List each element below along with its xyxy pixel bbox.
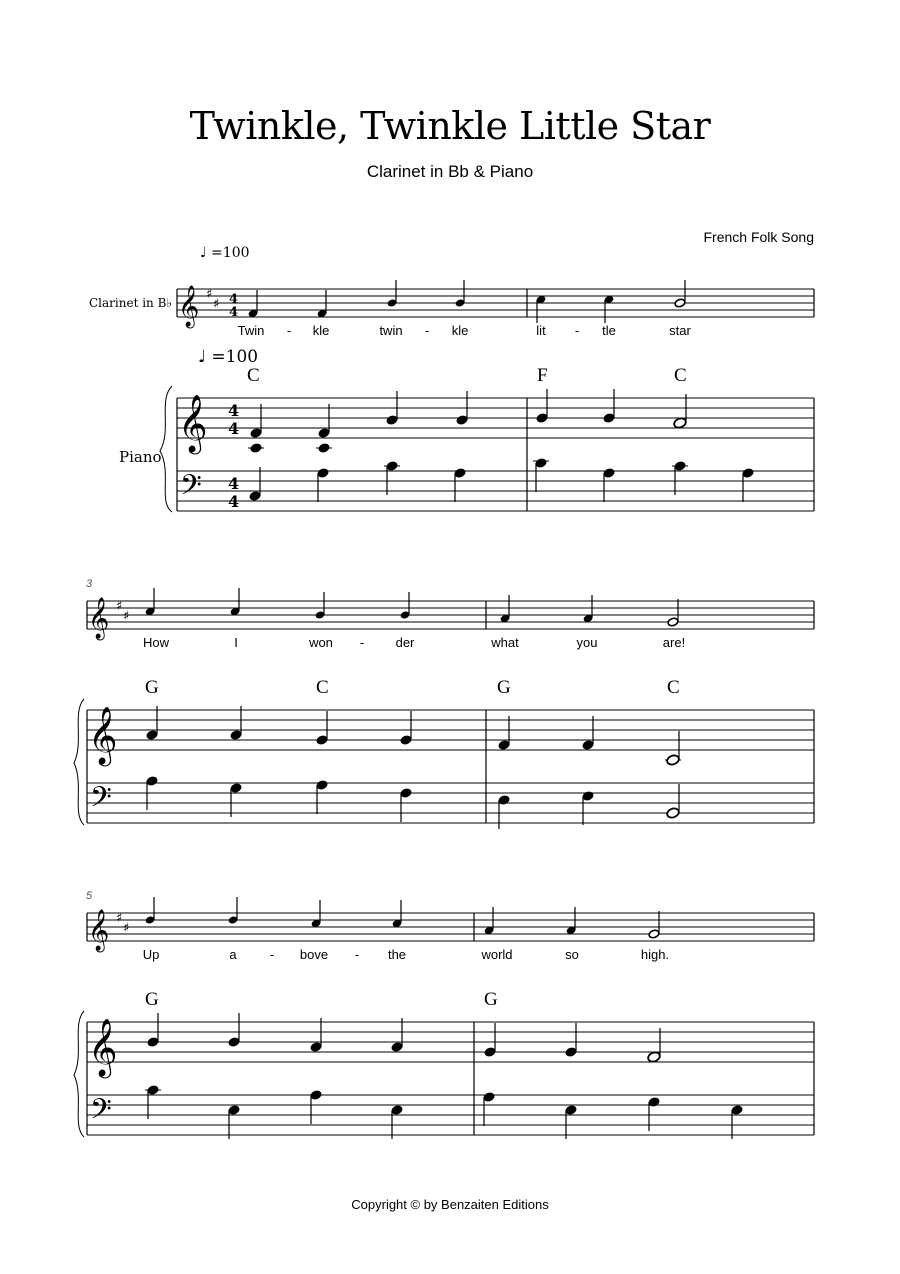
measure-number: 5 — [86, 890, 93, 902]
lyric-hyphen: - — [574, 323, 580, 338]
half-note — [674, 298, 686, 308]
lyric-syllable: what — [491, 635, 519, 650]
lyric-syllable: How — [142, 635, 170, 650]
sharp-icon: ♯ — [213, 297, 220, 312]
piano-bass-notes — [248, 457, 754, 502]
lyric-syllable: I — [234, 635, 238, 650]
chord-symbol: C — [247, 365, 260, 386]
lyric-syllable: tle — [602, 323, 616, 338]
lyric-syllable: won — [309, 635, 333, 650]
piano-bass-staff — [87, 783, 814, 823]
system-2 — [74, 578, 814, 829]
treble-clef-icon: 𝄞 — [178, 286, 200, 327]
clarinet-notes — [145, 588, 679, 627]
lyric-hyphen: - — [269, 947, 275, 962]
lyric-syllable: Up — [142, 947, 160, 962]
copyright-footer: Copyright © by Benzaiten Editions — [351, 1197, 549, 1212]
lyric-hyphen: - — [286, 323, 292, 338]
lyric-hyphen: - — [359, 635, 365, 650]
sharp-icon: ♯ — [206, 287, 213, 302]
time-signature-bottom: 4 — [228, 492, 240, 511]
treble-clef-icon: 𝄞 — [88, 910, 110, 951]
lyric-syllable: kle — [312, 323, 330, 338]
lyric-hyphen: - — [424, 323, 430, 338]
chord-symbol: G — [497, 677, 511, 698]
chord-symbol: G — [484, 989, 498, 1010]
chord-symbol: F — [537, 365, 548, 386]
lyric-syllable: world — [481, 947, 513, 962]
time-signature-bottom: 4 — [228, 419, 240, 438]
composer-credit: French Folk Song — [703, 229, 814, 245]
lyric-hyphen: - — [354, 947, 360, 962]
instrument-label-piano: Piano — [119, 448, 162, 466]
lyric-syllable: Twin — [237, 323, 265, 338]
time-signature-top: 4 — [229, 292, 239, 307]
tempo-marking-clarinet: ♩ =100 — [200, 245, 250, 261]
treble-clef-icon: 𝄞 — [88, 706, 118, 764]
time-signature-top: 4 — [228, 474, 240, 493]
lyric-syllable: you — [576, 635, 598, 650]
time-signature-top: 4 — [228, 401, 240, 420]
system-1 — [89, 245, 814, 512]
brace-icon — [160, 386, 172, 512]
bass-clef-icon: 𝄢 — [90, 781, 112, 821]
piano-bass-notes — [145, 1084, 744, 1139]
brace-icon — [74, 1011, 84, 1137]
score-title: Twinkle, Twinkle Little Star — [189, 104, 711, 148]
treble-clef-icon: 𝄞 — [88, 1018, 118, 1076]
lyric-syllable: a — [229, 947, 237, 962]
clarinet-staff — [177, 289, 814, 317]
lyrics-line-1 — [238, 323, 692, 338]
lyric-syllable: kle — [451, 323, 469, 338]
sharp-icon: ♯ — [123, 609, 130, 624]
clarinet-staff — [87, 601, 814, 629]
chord-symbol: C — [667, 677, 680, 698]
piano-treble-staff — [87, 710, 814, 823]
piano-treble-notes — [248, 389, 687, 454]
piano-treble-staff — [177, 398, 814, 511]
treble-clef-icon: 𝄞 — [178, 394, 208, 452]
instrument-label-clarinet: Clarinet in B♭ — [89, 296, 173, 310]
piano-treble-staff — [87, 1022, 814, 1135]
lyric-syllable: lit — [536, 323, 546, 338]
lyric-syllable: high. — [640, 947, 670, 962]
piano-treble-notes — [145, 706, 681, 766]
lyric-syllable: bove — [299, 947, 329, 962]
lyrics-line-3 — [143, 947, 669, 962]
bass-clef-icon: 𝄢 — [90, 1093, 112, 1133]
piano-treble-notes — [146, 1013, 661, 1063]
score-subtitle: Clarinet in Bb & Piano — [366, 162, 534, 181]
system-3 — [74, 890, 814, 1139]
lyric-syllable: are! — [662, 635, 686, 650]
lyric-syllable: der — [395, 635, 415, 650]
piano-bass-staff — [87, 1095, 814, 1135]
clarinet-notes — [145, 897, 660, 939]
chord-symbol: C — [316, 677, 329, 698]
brace-icon — [74, 699, 84, 825]
sharp-icon: ♯ — [116, 911, 123, 926]
bass-clef-icon: 𝄢 — [180, 469, 202, 509]
tempo-marking-piano: ♩ =100 — [198, 347, 259, 367]
piano-bass-staff — [177, 471, 814, 511]
chord-symbol: G — [145, 677, 159, 698]
chord-symbol: C — [674, 365, 687, 386]
lyric-syllable: star — [669, 323, 691, 338]
sharp-icon: ♯ — [123, 921, 130, 936]
clarinet-staff — [87, 913, 814, 941]
lyric-syllable: the — [387, 947, 407, 962]
chord-symbol: G — [145, 989, 159, 1010]
lyric-syllable: twin — [379, 323, 403, 338]
lyric-syllable: so — [565, 947, 579, 962]
sharp-icon: ♯ — [116, 599, 123, 614]
measure-number: 3 — [86, 578, 93, 590]
time-signature-bottom: 4 — [229, 305, 239, 320]
lyrics-line-2 — [143, 635, 685, 650]
treble-clef-icon: 𝄞 — [88, 598, 110, 639]
